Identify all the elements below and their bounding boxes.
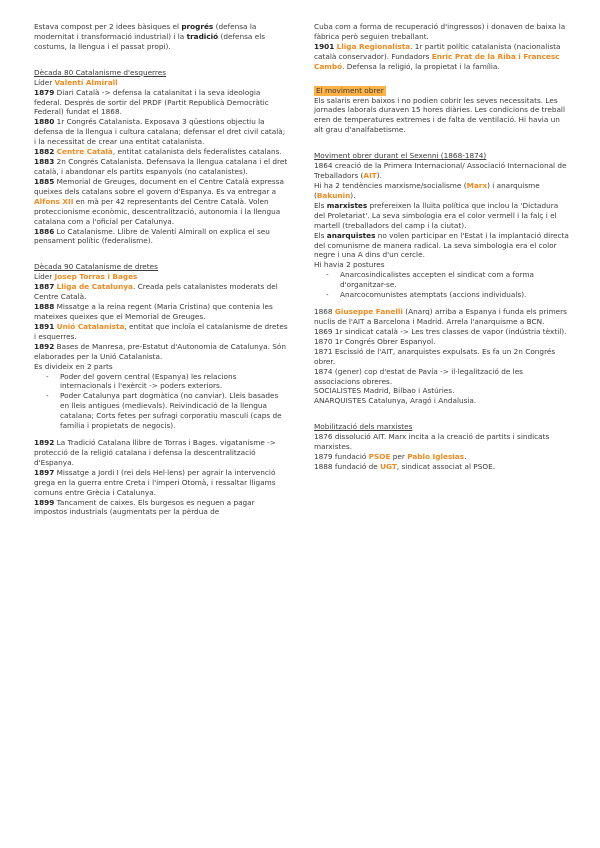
bullet-list <box>314 270 570 300</box>
section-heading-dretes: Dècada 90 Catalanisme de dretes <box>34 262 158 272</box>
text: no volen participar en l'Estat i la implantació directa del comunisme de manera radical. La seva simbologia era el color negre i una A dins d'un cercle. <box>314 230 569 260</box>
event-1883 <box>34 157 288 177</box>
lider-label: Líder <box>34 77 55 87</box>
event-year: 1899 <box>34 497 55 507</box>
lider-line <box>34 272 288 282</box>
section-heading-mobilitzacio: Mobilització dels marxistes <box>314 422 413 432</box>
event-1871: 1871 Escissió de l'AIT, anarquistes expulsats. Es fa un 2n Congrés obrer. <box>314 346 556 366</box>
event-year: 1888 <box>34 302 55 312</box>
event-1888 <box>34 302 288 322</box>
entity-name: Unió Catalanista <box>56 321 125 331</box>
text: , sindicat associat al PSOE. <box>396 461 496 471</box>
list-item: - Anarcocomunistes atemptats (accions individuals). <box>340 290 570 300</box>
text: ). <box>376 171 382 181</box>
event-1892 <box>34 342 288 362</box>
event-1868 <box>314 307 570 327</box>
entity-name: Centre Català <box>56 147 113 157</box>
term-anarquistes: anarquistes <box>326 230 376 240</box>
lider-name: Valentí Almirall <box>54 77 118 87</box>
sexenni-line-4 <box>314 231 570 261</box>
entity-psoe: PSOE <box>368 452 391 462</box>
event-text: Tancament de caixes. Els burgesos es neguen a pagar impostos industrials (augmentats per la pèrdua de <box>34 497 255 517</box>
entity-name: Lliga Regionalista <box>336 41 411 51</box>
text: Els <box>314 230 327 240</box>
event-text: Bases de Manresa, pre-Estatut d'Autonomia de Catalunya. Són elaborades per la Unió Catalanista. <box>34 341 286 361</box>
event-text: . Creada pels catalanistes moderats del Centre Català. <box>34 282 278 302</box>
event-text: 2n Congrés Catalanista. Defensava la llengua catalana i el dret català, i abandonar els partits espanyols (no catalanistes). <box>34 157 288 176</box>
event-year: 1879 <box>34 87 55 97</box>
person-names: Enric Prat de la Riba i Francesc Cambó <box>314 51 560 71</box>
sexenni-line-5: Hi havia 2 postures <box>314 260 385 270</box>
event-1879 <box>34 88 288 118</box>
text: 1864 creació de la Primera Internacional/ Associació Internacional de Treballadors ( <box>314 161 567 181</box>
person-name: Alfons XII <box>34 196 74 206</box>
term-tradicio: tradició <box>186 31 219 41</box>
text: 1868 <box>314 307 335 317</box>
anarquistes-line: ANARQUISTES Catalunya, Aragó i Andalusia. <box>314 396 477 406</box>
person-marx: Marx <box>466 180 488 190</box>
event-text: Memorial de Greuges, document en el Centre Català expressa queixes dels catalans sobre el govern d'Espanya. Es va entregar a <box>34 176 285 196</box>
event-1874: 1874 (gener) cop d'estat de Pavía -> il·legalització de les associacions obreres. <box>314 366 523 386</box>
person-fanelli: Giuseppe Fanelli <box>334 307 403 317</box>
event-1869: 1869 1r sindicat català -> Les tres classes de vapor (indústria tèxtil). <box>314 326 567 336</box>
list-item: - Poder Catalunya part dogmàtica (no canviar). Lleis basades en lleis antigues (medievals). Reivindicació de la llengua catalana; Corts fetes per sufragi corporatiu masculí (caps de família i propietats de negocis). <box>60 391 288 431</box>
event-year: 1887 <box>34 282 55 292</box>
text: . <box>464 452 467 462</box>
event-1892-tradicio <box>34 438 288 468</box>
event-1886 <box>34 227 288 247</box>
text: 1888 fundació de <box>314 461 381 471</box>
sexenni-line-1 <box>314 161 570 181</box>
event-text: La Tradició Catalana llibre de Torras i Bages. vigatanisme -> protecció de la religió catalana i defensa la descentralització d'Espanya. <box>34 438 276 467</box>
lider-label: Líder <box>34 272 55 282</box>
event-1870: 1870 1r Congrés Obrer Espanyol. <box>314 336 436 346</box>
event-text: . Defensa la religió, la propietat i la família. <box>342 61 500 71</box>
right-column <box>314 22 570 472</box>
text: ) i anarquisme ( <box>314 180 540 200</box>
event-text: . 1r partit polític catalanista (nacionalista català conservador). Fundadors <box>314 41 561 61</box>
list-item: - Poder del govern central (Espanya) les relacions internacionals i l'exèrcit -> poders exteriors. <box>60 372 288 392</box>
event-year: 1880 <box>34 117 55 127</box>
event-text: Diari Català -> defensa la catalanitat i la seva ideologia federal. Després de sortir del PRDF (Partit Republicà Democràtic Federal) fundat el 1868. <box>34 87 269 117</box>
sexenni-line-2 <box>314 181 570 201</box>
event-text: Missatge a la reina regent (Maria Cristina) que contenia les mateixes queixes que el Memorial de Greuges. <box>34 302 273 321</box>
section-heading-moviment-obrer: El moviment obrer <box>316 85 384 95</box>
entity-ugt: UGT <box>380 461 397 471</box>
text: per <box>390 452 408 462</box>
text: Els <box>314 200 327 210</box>
text: (Anarq) arriba a Espanya i funda els primers nuclis de l'AIT a Barcelona i Madrid. Arrela l'anarquisme a BCN. <box>314 307 567 326</box>
sexenni-line-3 <box>314 201 570 231</box>
event-1887 <box>34 282 288 302</box>
event-1897 <box>34 468 288 498</box>
event-year: 1892 <box>34 341 55 351</box>
bullet-list <box>34 372 288 432</box>
person-bakunin: Bakunin <box>316 190 351 200</box>
event-year: 1885 <box>34 176 55 186</box>
event-year: 1892 <box>34 438 55 448</box>
term-progres: progrés <box>181 22 214 31</box>
event-1880 <box>34 117 288 147</box>
moviment-obrer-text: Els salaris eren baixos i no podien cobrir les seves necessitats. Les jornades laborals duraven 15 hores diàries. Les condicions de treball eren de temperatures extremes i de falta de ventilació. Hi havia un alt grau d'analfabetisme. <box>314 95 565 135</box>
person-iglesias: Pablo Iglesias <box>407 452 465 462</box>
event-text: , entitat que incloïa el catalanisme de dretes i esquerres. <box>34 321 288 341</box>
event-year: 1886 <box>34 226 55 236</box>
section-heading-sexenni: Moviment obrer durant el Sexenni (1868-1874) <box>314 151 487 161</box>
lider-line <box>34 78 288 88</box>
intro-text: Estava compost per 2 idees bàsiques el <box>34 22 182 31</box>
event-text: 1r Congrés Catalanista. Exposava 3 qüestions objectiu la defensa de la llengua i cultura catalana; defensar el dret civil català; i la necessitat de crear una entitat catalanista. <box>34 117 286 147</box>
event-1891 <box>34 322 288 342</box>
event-text: Missatge a Jordi I (rei dels Hel·lens) per agrair la intervenció grega en la guerra entre Creta i l'imperi Otomà, i ressaltar lligams comuns entre Grècia i Catalunya. <box>34 467 276 497</box>
text: prefereixen la lluita política que inclou la 'Dictadura del Proletariat'. La seva simbologia era el color vermell i la falç i el martell (treballadors del camp i la ciutat). <box>314 200 559 230</box>
left-column <box>34 22 288 517</box>
section-heading-esquerres: Dècada 80 Catalanisme d'esquerres <box>34 67 167 77</box>
event-1888-ugt <box>314 462 570 472</box>
event-year: 1883 <box>34 157 55 167</box>
event-year: 1891 <box>34 321 55 331</box>
event-1901 <box>314 42 570 72</box>
term-ait: AIT <box>363 171 377 181</box>
text: 1879 fundació <box>314 452 369 462</box>
intro-paragraph <box>34 22 288 52</box>
socialistes-line: SOCIALISTES Madrid, Bilbao i Astúries. <box>314 386 455 396</box>
list-item: - Anarcosindicalistes accepten el sindicat com a forma d'organitzar-se. <box>340 270 570 290</box>
event-1882 <box>34 147 288 157</box>
lider-name: Josep Torras i Bages <box>54 272 138 282</box>
term-marxistes: marxistes <box>326 200 368 210</box>
continuation-text: Cuba com a forma de recuperació d'ingressos) i donaven de baixa la fàbrica però seguien treballant. <box>314 22 566 41</box>
event-1876: 1876 dissolució AIT. Marx incita a la creació de partits i sindicats marxistes. <box>314 432 550 452</box>
entity-name: Lliga de Catalunya <box>56 282 133 292</box>
event-1879-psoe <box>314 452 570 462</box>
event-1899 <box>34 498 288 518</box>
event-year: 1882 <box>34 147 55 157</box>
event-text: , entitat catalanista dels federalistes catalans. <box>112 147 282 157</box>
intro-text: (defensa els costums, la llengua i el passat propi). <box>34 31 266 51</box>
text: ). <box>350 190 356 200</box>
event-year: 1901 <box>314 41 335 51</box>
divides-line: Es divideix en 2 parts <box>34 361 113 371</box>
intro-text: (defensa la modernitat i transformació industrial) i la <box>34 22 257 41</box>
event-text: en mà per 42 representants del Centre Català. Volen proteccionisme econòmic, descentralització, autonomia i la llengua catalana com a l'oficial per Catalunya. <box>34 196 281 226</box>
text: Hi ha 2 tendències marxisme/socialisme ( <box>314 180 467 190</box>
event-1885 <box>34 177 288 227</box>
event-text: Lo Catalanisme. Llibre de Valentí Almirall on explica el seu pensament polític (federalisme). <box>34 226 270 246</box>
event-year: 1897 <box>34 467 55 477</box>
